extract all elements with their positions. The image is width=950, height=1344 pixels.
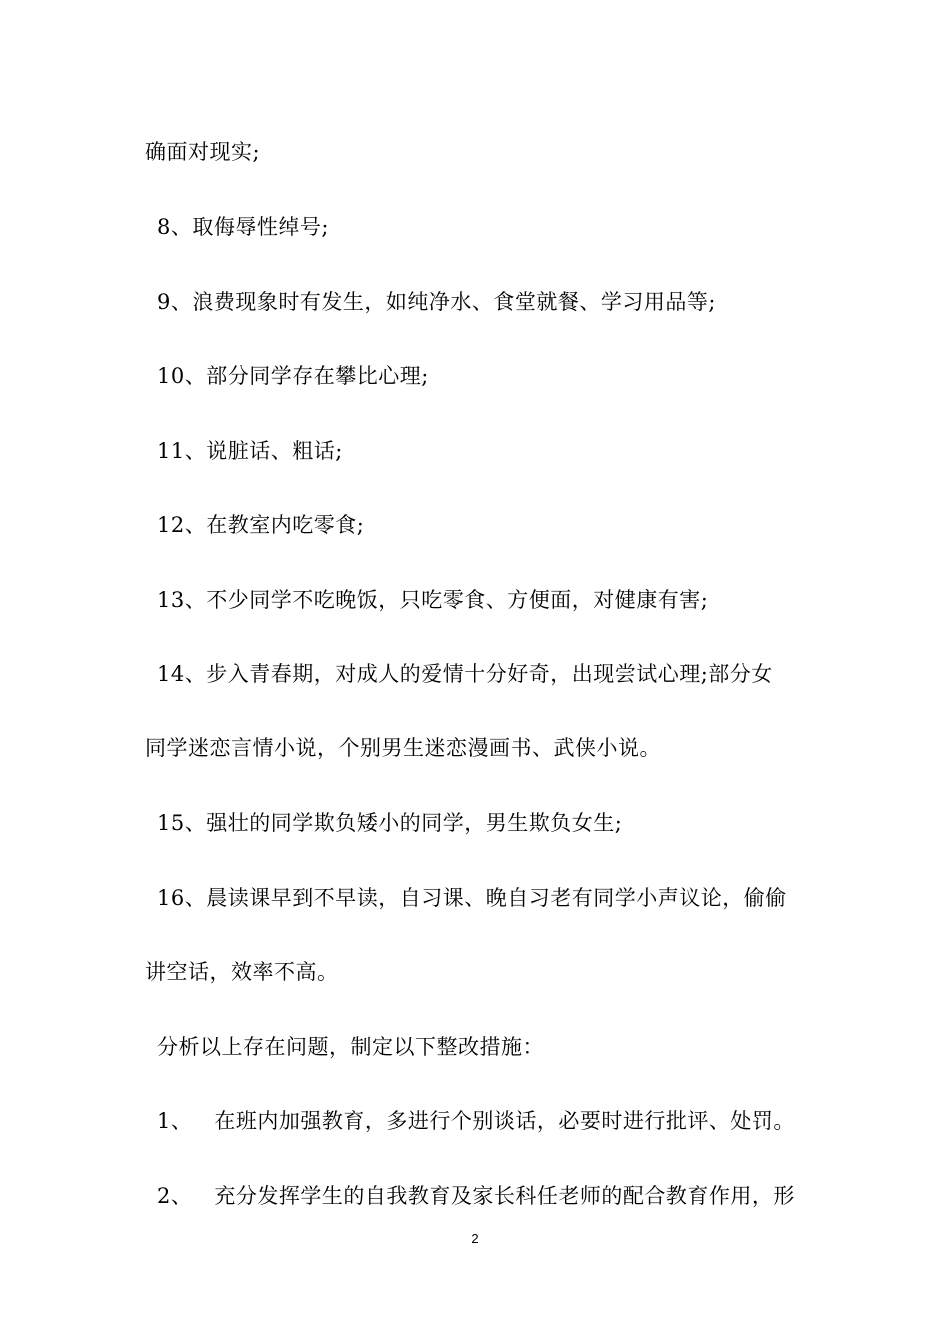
measure-text: 在班内加强教育，多进行个别谈话，必要时进行批评、处罚。 — [214, 1109, 795, 1133]
measure-text: 充分发挥学生的自我教育及家长科任老师的配合教育作用，形 — [214, 1184, 795, 1208]
list-item-13: 13、不少同学不吃晚饭，只吃零食、方便面，对健康有害; — [157, 588, 709, 612]
measure-item-1 — [157, 1107, 837, 1135]
list-item-10: 10、部分同学存在攀比心理; — [157, 364, 429, 388]
measure-item-2 — [157, 1182, 837, 1210]
measure-number: 1、 — [157, 1109, 193, 1133]
text-line-continuation: 确面对现实; — [145, 140, 261, 164]
list-item-14-continuation: 同学迷恋言情小说，个别男生迷恋漫画书、武侠小说。 — [145, 736, 661, 760]
page-number: 2 — [471, 1231, 479, 1246]
list-item-14: 14、步入青春期，对成人的爱情十分好奇，出现尝试心理;部分女 — [157, 662, 773, 686]
analysis-intro: 分析以上存在问题，制定以下整改措施： — [157, 1035, 544, 1059]
measure-number: 2、 — [157, 1184, 193, 1208]
list-item-16-continuation: 讲空话，效率不高。 — [145, 960, 339, 984]
list-item-12: 12、在教室内吃零食; — [157, 513, 365, 537]
list-item-9: 9、浪费现象时有发生，如纯净水、食堂就餐、学习用品等; — [157, 290, 716, 314]
list-item-16: 16、晨读课早到不早读，自习课、晚自习老有同学小声议论，偷偷 — [157, 886, 787, 910]
list-item-15: 15、强壮的同学欺负矮小的同学，男生欺负女生; — [157, 811, 623, 835]
list-item-8: 8、取侮辱性绰号; — [157, 215, 329, 239]
list-item-11: 11、说脏话、粗话; — [157, 439, 343, 463]
